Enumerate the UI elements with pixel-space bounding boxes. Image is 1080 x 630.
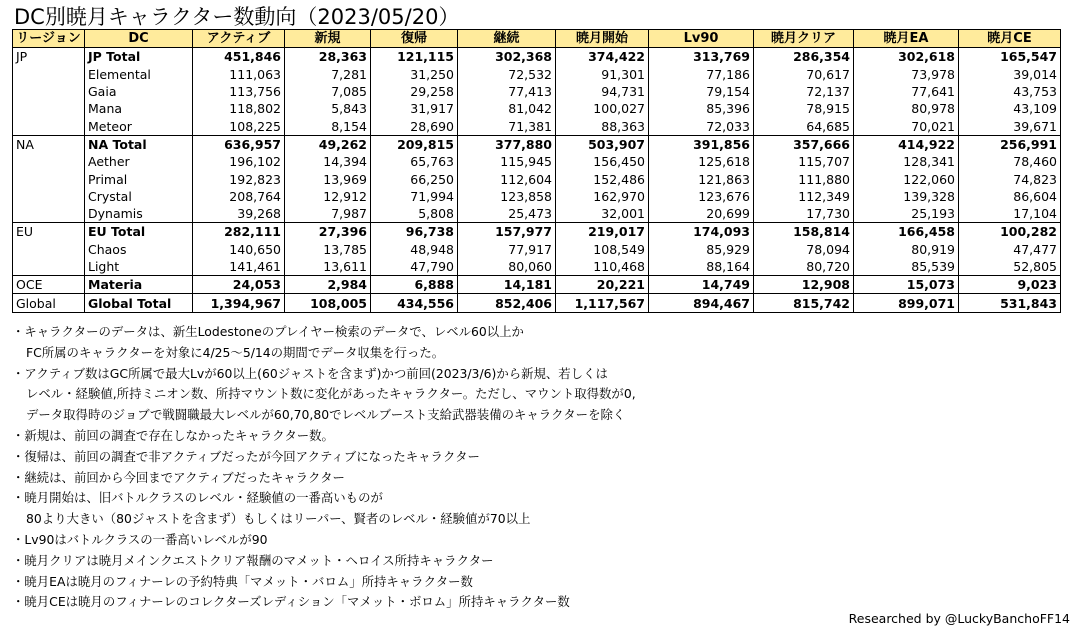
- value-cell: 108,549: [556, 241, 649, 258]
- value-cell: 5,808: [371, 205, 458, 223]
- value-cell: 47,790: [371, 258, 458, 276]
- value-cell: 72,532: [458, 66, 556, 83]
- value-cell: 14,394: [285, 153, 371, 170]
- value-cell: 43,753: [959, 83, 1061, 100]
- value-cell: 72,033: [649, 117, 754, 135]
- value-cell: 28,363: [285, 48, 371, 66]
- value-cell: 27,396: [285, 223, 371, 241]
- value-cell: 434,556: [371, 294, 458, 312]
- value-cell: 17,730: [754, 205, 854, 223]
- value-cell: 313,769: [649, 48, 754, 66]
- value-cell: 85,929: [649, 241, 754, 258]
- value-cell: 128,341: [854, 153, 959, 170]
- region-cell: [13, 66, 85, 83]
- value-cell: 32,001: [556, 205, 649, 223]
- value-cell: 110,468: [556, 258, 649, 276]
- dc-cell: Mana: [85, 100, 193, 117]
- header-lv90: Lv90: [649, 30, 754, 48]
- region-cell: Global: [13, 294, 85, 312]
- value-cell: 70,021: [854, 117, 959, 135]
- value-cell: 256,991: [959, 135, 1061, 153]
- region-cell: NA: [13, 135, 85, 153]
- value-cell: 17,104: [959, 205, 1061, 223]
- value-cell: 391,856: [649, 135, 754, 153]
- value-cell: 13,611: [285, 258, 371, 276]
- value-cell: 70,617: [754, 66, 854, 83]
- header-ew-ea: 暁月EA: [854, 30, 959, 48]
- table-row: [13, 294, 1061, 312]
- region-cell: [13, 170, 85, 187]
- value-cell: 31,917: [371, 100, 458, 117]
- character-count-table: [12, 29, 1061, 313]
- note-line: レベル・経験値,所持ミニオン数、所持マウント数に変化があったキャラクター。ただし、マウント取得数が0,: [26, 386, 636, 402]
- dc-cell: Crystal: [85, 188, 193, 205]
- value-cell: 192,823: [193, 170, 285, 187]
- note-line: ・キャラクターのデータは、新生Lodestoneのプレイヤー検索のデータで、レベル60以上か: [12, 324, 524, 339]
- note-line: ・暁月CEは暁月のフィナーレのコレクターズレディション「マメット・ボロム」所持キャラクター数: [12, 594, 570, 610]
- value-cell: 121,863: [649, 170, 754, 187]
- value-cell: 8,154: [285, 117, 371, 135]
- value-cell: 1,394,967: [193, 294, 285, 312]
- header-region: リージョン: [13, 30, 85, 48]
- value-cell: 503,907: [556, 135, 649, 153]
- value-cell: 636,957: [193, 135, 285, 153]
- value-cell: 112,349: [754, 188, 854, 205]
- value-cell: 14,181: [458, 276, 556, 294]
- value-cell: 78,915: [754, 100, 854, 117]
- note-line: ・復帰は、前回の調査で非アクティブだったが今回アクティブになったキャラクター: [12, 448, 480, 464]
- value-cell: 208,764: [193, 188, 285, 205]
- value-cell: 6,888: [371, 276, 458, 294]
- dc-cell: Dynamis: [85, 205, 193, 223]
- value-cell: 894,467: [649, 294, 754, 312]
- value-cell: 77,917: [458, 241, 556, 258]
- value-cell: 88,164: [649, 258, 754, 276]
- value-cell: 14,749: [649, 276, 754, 294]
- table-row: [13, 117, 1061, 135]
- value-cell: 156,450: [556, 153, 649, 170]
- value-cell: 20,221: [556, 276, 649, 294]
- value-cell: 15,073: [854, 276, 959, 294]
- value-cell: 81,042: [458, 100, 556, 117]
- header-ew-ce: 暁月CE: [959, 30, 1061, 48]
- value-cell: 286,354: [754, 48, 854, 66]
- table-row: [13, 153, 1061, 170]
- dc-cell: Gaia: [85, 83, 193, 100]
- table-row: [13, 135, 1061, 153]
- value-cell: 72,137: [754, 83, 854, 100]
- value-cell: 80,919: [854, 241, 959, 258]
- dc-cell: Light: [85, 258, 193, 276]
- value-cell: 282,111: [193, 223, 285, 241]
- region-cell: [13, 153, 85, 170]
- value-cell: 77,413: [458, 83, 556, 100]
- note-line: ・暁月クリアは暁月メインクエストクリア報酬のマメット・ヘロイス所持キャラクター: [12, 552, 494, 568]
- value-cell: 196,102: [193, 153, 285, 170]
- value-cell: 71,994: [371, 188, 458, 205]
- value-cell: 100,027: [556, 100, 649, 117]
- value-cell: 77,186: [649, 66, 754, 83]
- value-cell: 20,699: [649, 205, 754, 223]
- value-cell: 5,843: [285, 100, 371, 117]
- header-ew-start: 暁月開始: [556, 30, 649, 48]
- value-cell: 85,396: [649, 100, 754, 117]
- table-row: [13, 241, 1061, 258]
- note-line: ・Lv90はバトルクラスの一番高いレベルが90: [12, 531, 268, 547]
- value-cell: 111,880: [754, 170, 854, 187]
- value-cell: 357,666: [754, 135, 854, 153]
- table-row: [13, 100, 1061, 117]
- value-cell: 86,604: [959, 188, 1061, 205]
- value-cell: 12,912: [285, 188, 371, 205]
- value-cell: 165,547: [959, 48, 1061, 66]
- value-cell: 531,843: [959, 294, 1061, 312]
- value-cell: 302,368: [458, 48, 556, 66]
- value-cell: 451,846: [193, 48, 285, 66]
- value-cell: 123,858: [458, 188, 556, 205]
- value-cell: 157,977: [458, 223, 556, 241]
- value-cell: 91,301: [556, 66, 649, 83]
- value-cell: 7,085: [285, 83, 371, 100]
- value-cell: 108,225: [193, 117, 285, 135]
- value-cell: 123,676: [649, 188, 754, 205]
- value-cell: 25,193: [854, 205, 959, 223]
- value-cell: 111,063: [193, 66, 285, 83]
- table-row: [13, 66, 1061, 83]
- dc-cell: Chaos: [85, 241, 193, 258]
- value-cell: 209,815: [371, 135, 458, 153]
- value-cell: 48,948: [371, 241, 458, 258]
- value-cell: 852,406: [458, 294, 556, 312]
- note-line: ・新規は、前回の調査で存在しなかったキャラクター数。: [12, 427, 334, 443]
- value-cell: 29,258: [371, 83, 458, 100]
- region-cell: JP: [13, 48, 85, 66]
- notes: [12, 322, 636, 613]
- value-cell: 77,641: [854, 83, 959, 100]
- value-cell: 414,922: [854, 135, 959, 153]
- value-cell: 71,381: [458, 117, 556, 135]
- value-cell: 7,987: [285, 205, 371, 223]
- value-cell: 174,093: [649, 223, 754, 241]
- value-cell: 158,814: [754, 223, 854, 241]
- value-cell: 78,094: [754, 241, 854, 258]
- value-cell: 899,071: [854, 294, 959, 312]
- value-cell: 73,978: [854, 66, 959, 83]
- value-cell: 52,805: [959, 258, 1061, 276]
- value-cell: 80,060: [458, 258, 556, 276]
- value-cell: 64,685: [754, 117, 854, 135]
- value-cell: 28,690: [371, 117, 458, 135]
- value-cell: 815,742: [754, 294, 854, 312]
- region-cell: [13, 117, 85, 135]
- value-cell: 39,671: [959, 117, 1061, 135]
- region-cell: [13, 83, 85, 100]
- value-cell: 100,282: [959, 223, 1061, 241]
- header-active: アクティブ: [193, 30, 285, 48]
- page-title: DC別暁月キャラクター数動向（2023/05/20）: [14, 5, 460, 29]
- header-dc: DC: [85, 30, 193, 48]
- value-cell: 39,014: [959, 66, 1061, 83]
- value-cell: 43,109: [959, 100, 1061, 117]
- value-cell: 162,970: [556, 188, 649, 205]
- region-cell: [13, 241, 85, 258]
- table-header-row: [13, 30, 1061, 48]
- header-returning: 復帰: [371, 30, 458, 48]
- region-cell: [13, 205, 85, 223]
- region-cell: EU: [13, 223, 85, 241]
- table-row: [13, 170, 1061, 187]
- value-cell: 94,731: [556, 83, 649, 100]
- dc-cell: Aether: [85, 153, 193, 170]
- dc-cell: Materia: [85, 276, 193, 294]
- value-cell: 219,017: [556, 223, 649, 241]
- dc-cell: EU Total: [85, 223, 193, 241]
- value-cell: 65,763: [371, 153, 458, 170]
- dc-cell: Meteor: [85, 117, 193, 135]
- dc-cell: Primal: [85, 170, 193, 187]
- dc-cell: Elemental: [85, 66, 193, 83]
- table-row: [13, 223, 1061, 241]
- value-cell: 112,604: [458, 170, 556, 187]
- value-cell: 302,618: [854, 48, 959, 66]
- value-cell: 39,268: [193, 205, 285, 223]
- note-line: データ取得時のジョブで戦闘職最大レベルが60,70,80でレベルブースト支給武器装備のキャラクターを除く: [26, 407, 626, 423]
- value-cell: 1,117,567: [556, 294, 649, 312]
- value-cell: 115,945: [458, 153, 556, 170]
- note-line: ・継続は、前回から今回までアクティブだったキャラクター: [12, 469, 345, 485]
- value-cell: 141,461: [193, 258, 285, 276]
- value-cell: 47,477: [959, 241, 1061, 258]
- value-cell: 115,707: [754, 153, 854, 170]
- table-row: [13, 205, 1061, 223]
- table-row: [13, 258, 1061, 276]
- credit: Researched by @LuckyBanchoFF14: [848, 611, 1070, 626]
- header-new: 新規: [285, 30, 371, 48]
- value-cell: 49,262: [285, 135, 371, 153]
- dc-cell: Global Total: [85, 294, 193, 312]
- value-cell: 121,115: [371, 48, 458, 66]
- value-cell: 78,460: [959, 153, 1061, 170]
- value-cell: 80,720: [754, 258, 854, 276]
- value-cell: 7,281: [285, 66, 371, 83]
- region-cell: [13, 258, 85, 276]
- value-cell: 9,023: [959, 276, 1061, 294]
- value-cell: 122,060: [854, 170, 959, 187]
- table-row: [13, 83, 1061, 100]
- value-cell: 88,363: [556, 117, 649, 135]
- table-row: [13, 48, 1061, 66]
- value-cell: 24,053: [193, 276, 285, 294]
- note-line: ・アクティブ数はGC所属で最大Lvが60以上(60ジャストを含まず)かつ前回(2023/3/6)から新規、若しくは: [12, 365, 608, 381]
- value-cell: 108,005: [285, 294, 371, 312]
- region-cell: [13, 100, 85, 117]
- value-cell: 85,539: [854, 258, 959, 276]
- value-cell: 25,473: [458, 205, 556, 223]
- value-cell: 12,908: [754, 276, 854, 294]
- value-cell: 66,250: [371, 170, 458, 187]
- value-cell: 74,823: [959, 170, 1061, 187]
- value-cell: 113,756: [193, 83, 285, 100]
- dc-cell: JP Total: [85, 48, 193, 66]
- value-cell: 31,250: [371, 66, 458, 83]
- value-cell: 166,458: [854, 223, 959, 241]
- value-cell: 13,969: [285, 170, 371, 187]
- region-cell: [13, 188, 85, 205]
- header-ew-clear: 暁月クリア: [754, 30, 854, 48]
- value-cell: 377,880: [458, 135, 556, 153]
- note-line: ・暁月EAは暁月のフィナーレの予約特典「マメット・バロム」所持キャラクター数: [12, 573, 473, 589]
- value-cell: 13,785: [285, 241, 371, 258]
- value-cell: 125,618: [649, 153, 754, 170]
- value-cell: 374,422: [556, 48, 649, 66]
- value-cell: 118,802: [193, 100, 285, 117]
- value-cell: 140,650: [193, 241, 285, 258]
- dc-cell: NA Total: [85, 135, 193, 153]
- table-row: [13, 276, 1061, 294]
- value-cell: 80,978: [854, 100, 959, 117]
- value-cell: 2,984: [285, 276, 371, 294]
- note-line: FC所属のキャラクターを対象に4/25～5/14の期間でデータ収集を行った。: [26, 344, 445, 360]
- value-cell: 139,328: [854, 188, 959, 205]
- table-row: [13, 188, 1061, 205]
- note-line: ・暁月開始は、旧バトルクラスのレベル・経験値の一番高いものが: [12, 490, 383, 506]
- header-continuing: 継続: [458, 30, 556, 48]
- region-cell: OCE: [13, 276, 85, 294]
- value-cell: 96,738: [371, 223, 458, 241]
- value-cell: 152,486: [556, 170, 649, 187]
- note-line: 80より大きい（80ジャストを含まず）もしくはリーパー、賢者のレベル・経験値が70以上: [26, 511, 531, 527]
- value-cell: 79,154: [649, 83, 754, 100]
